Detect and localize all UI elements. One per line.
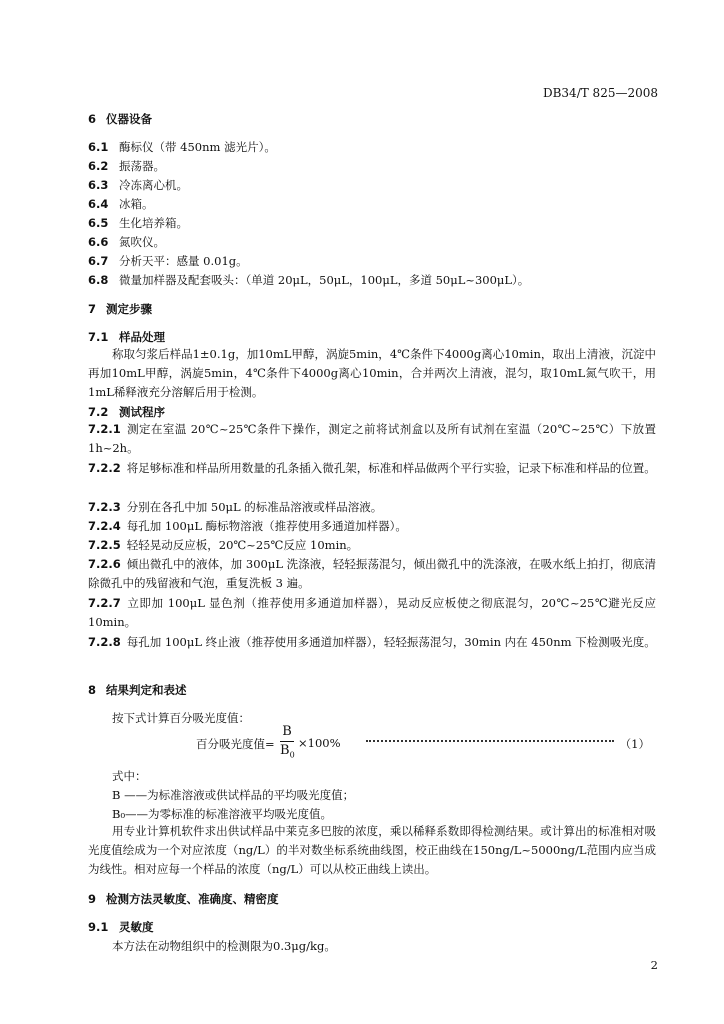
- step-number: 7.2.3: [88, 500, 121, 514]
- step-text: 每孔加 100μL 终止液（推荐使用多通道加样器），轻轻振荡混匀，30min 内在 450nm 下检测吸光度。: [126, 635, 656, 649]
- item-text: 振荡器。: [119, 159, 165, 173]
- step-paragraph: [88, 420, 656, 458]
- step-number: 7.2.5: [88, 538, 121, 552]
- step-number: 7.2.7: [88, 596, 121, 610]
- result-paragraph: 用专业计算机软件求出供试样品中莱克多巴胺的浓度，乘以稀释系数即得检测结果。或计算出的标准相对吸光度值绘成为一个对应浓度（ng/L）的半对数坐标系统曲线图，校正曲线在150ng/L~5000ng/L范围内应当成为线性。相对应每一个样品的浓度（ng/L）可以从校正曲线上读出。: [88, 824, 656, 876]
- subsection-number: 7.2: [88, 405, 109, 419]
- formula-leader-dots: [366, 734, 614, 742]
- step-paragraph: [88, 594, 656, 632]
- step-paragraph: [88, 498, 656, 517]
- formula-intro: 按下式计算百分吸光度值：: [112, 711, 250, 725]
- section-title: 检测方法灵敏度、准确度、精密度: [106, 892, 279, 906]
- subsection-title: 灵敏度: [119, 920, 154, 934]
- item-number: 6.2: [88, 159, 109, 173]
- section-title: 仪器设备: [106, 112, 152, 126]
- item-number: 6.4: [88, 197, 109, 211]
- step-text: 立即加 100μL 显色剂（推荐使用多通道加样器），晃动反应板使之彻底混匀，20℃~25℃避光反应 10min。: [88, 596, 656, 629]
- page-number: 2: [650, 958, 658, 972]
- item-text: 微量加样器及配套吸头：（单道 20μL，50μL，100μL，多道 50μL~300μL）。: [119, 273, 530, 287]
- section-8-heading: [88, 682, 187, 698]
- list-item: [88, 177, 188, 193]
- item-number: 6.5: [88, 216, 109, 230]
- formula-1: [196, 724, 652, 764]
- definition-b: B ——为标准溶液或供试样品的平均吸光度值；: [112, 788, 355, 802]
- subsection-number: 9.1: [88, 920, 109, 934]
- section-title: 测定步骤: [106, 302, 152, 316]
- fraction-denominator: [280, 743, 294, 764]
- list-item: [88, 215, 188, 231]
- item-text: 分析天平：感量 0.01g。: [119, 254, 248, 268]
- list-item: [88, 234, 165, 250]
- step-paragraph: [88, 536, 656, 555]
- subsection-7-2-heading: [88, 404, 165, 420]
- section-number: 7: [88, 302, 97, 316]
- section-9-heading: [88, 891, 279, 907]
- document-code: DB34/T 825—2008: [542, 86, 658, 100]
- step-paragraph: [88, 633, 656, 652]
- item-number: 6.3: [88, 178, 109, 192]
- subsection-title: 测试程序: [119, 405, 165, 419]
- denominator-symbol: B: [280, 743, 290, 758]
- step-number: 7.2.4: [88, 519, 121, 533]
- fraction-numerator: B: [282, 724, 292, 739]
- step-text: 每孔加 100μL 酶标物溶液（推荐使用多通道加样器）。: [126, 519, 407, 533]
- step-paragraph: [88, 459, 656, 478]
- list-item: [88, 196, 154, 212]
- item-text: 冰箱。: [119, 197, 154, 211]
- list-item: [88, 139, 276, 155]
- formula-fraction: [280, 724, 294, 764]
- item-number: 6.7: [88, 254, 109, 268]
- list-item: [88, 158, 165, 174]
- equation-number: （1）: [619, 737, 650, 751]
- formula-lhs: 百分吸光度值=: [196, 737, 275, 751]
- section-number: 9: [88, 892, 97, 906]
- item-text: 冷冻离心机。: [119, 178, 188, 192]
- sensitivity-text: 本方法在动物组织中的检测限为0.3μg/kg。: [112, 939, 336, 953]
- step-text: 轻轻晃动反应板，20℃~25℃反应 10min。: [126, 538, 359, 552]
- step-text: 分别在各孔中加 50μL 的标准品溶液或样品溶液。: [126, 500, 383, 514]
- sample-processing-paragraph: 称取匀浆后样品1±0.1g，加10mL甲醇，涡旋5min，4℃条件下4000g离心10min，取出上清液，沉淀中再加10mL甲醇，涡旋5min，4℃条件下4000g离心10min，合并两次上清液，混匀，取10mL氮气吹干，用1mL稀释液充分溶解后用于检测。: [88, 347, 656, 399]
- step-text: 测定在室温 20℃~25℃条件下操作，测定之前将试剂盒以及所有试剂在室温（20℃~25℃）下放置 1h~2h。: [88, 422, 656, 455]
- item-number: 6.6: [88, 235, 109, 249]
- section-7-heading: [88, 301, 152, 317]
- section-number: 8: [88, 683, 97, 697]
- step-number: 7.2.2: [88, 461, 121, 475]
- formula-rhs: ×100%: [298, 736, 341, 750]
- subsection-9-1-heading: [88, 919, 154, 935]
- section-title: 结果判定和表述: [106, 683, 187, 697]
- step-number: 7.2.1: [88, 422, 121, 436]
- where-label: 式中：: [112, 769, 147, 783]
- section-number: 6: [88, 112, 97, 126]
- subsection-number: 7.1: [88, 330, 109, 344]
- fraction-bar: [280, 741, 294, 742]
- subsection-title: 样品处理: [119, 330, 165, 344]
- step-text: 将足够标准和样品所用数量的孔条插入微孔架，标准和样品做两个平行实验，记录下标准和样品的位置。: [126, 461, 656, 475]
- item-text: 酶标仪（带 450nm 滤光片）。: [119, 140, 276, 154]
- list-item: [88, 272, 529, 288]
- item-text: 氮吹仪。: [119, 235, 165, 249]
- definition-b0: B₀——为零标准的标准溶液平均吸光度值。: [112, 807, 333, 821]
- step-paragraph: [88, 517, 656, 536]
- list-item: [88, 253, 248, 269]
- item-text: 生化培养箱。: [119, 216, 188, 230]
- denominator-subscript: 0: [289, 750, 295, 760]
- subsection-7-1-heading: [88, 329, 165, 345]
- item-number: 6.8: [88, 273, 109, 287]
- section-6-heading: [88, 111, 152, 127]
- step-paragraph: [88, 555, 656, 593]
- step-number: 7.2.8: [88, 635, 121, 649]
- item-number: 6.1: [88, 140, 109, 154]
- step-number: 7.2.6: [88, 557, 121, 571]
- step-text: 倾出微孔中的液体，加 300μL 洗涤液，轻轻振荡混匀，倾出微孔中的洗涤液，在吸水纸上拍打，彻底清除微孔中的残留液和气泡，重复洗板 3 遍。: [88, 557, 656, 590]
